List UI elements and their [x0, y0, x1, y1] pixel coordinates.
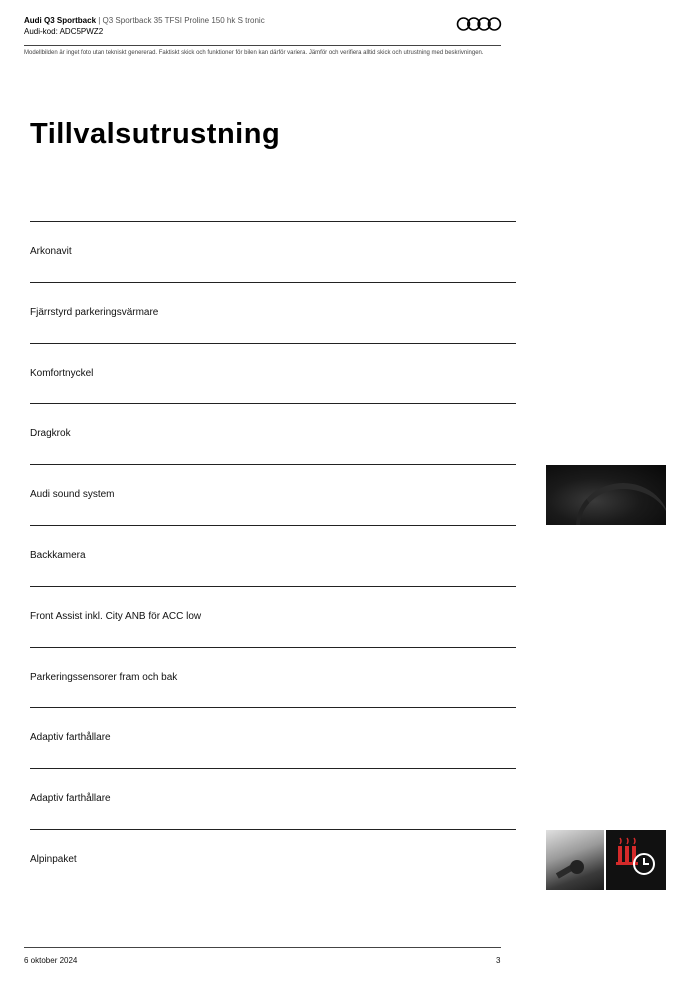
item-divider	[30, 221, 516, 222]
item-divider	[30, 282, 516, 283]
page-number: 3	[496, 956, 501, 965]
header-model	[24, 16, 265, 25]
item-divider	[30, 464, 516, 465]
item-divider	[30, 647, 516, 648]
equipment-item: Parkeringssensorer fram och bak	[30, 672, 178, 683]
page-title: Tillvalsutrustning	[30, 118, 281, 150]
audi-rings-logo	[456, 16, 502, 32]
item-divider	[30, 343, 516, 344]
footer-date: 6 oktober 2024	[24, 956, 78, 965]
item-divider	[30, 403, 516, 404]
disclaimer-text: Modellbilden är inget foto utan tekniskt genererad. Faktiskt skick och funktioner för bilen kan därför variera. Jämför och verifiera alltid skick och utrustning med beskrivningen.	[24, 50, 484, 56]
equipment-item: Fjärrstyrd parkeringsvärmare	[30, 307, 159, 318]
equipment-item: Adaptiv farthållare	[30, 732, 111, 743]
tow-hitch-thumbnail	[546, 830, 604, 890]
equipment-item: Backkamera	[30, 550, 86, 561]
equipment-item: Arkonavit	[30, 246, 72, 257]
equipment-item: Alpinpaket	[30, 854, 77, 865]
equipment-item: Komfortnyckel	[30, 368, 94, 379]
equipment-item: Dragkrok	[30, 428, 71, 439]
footer-divider	[24, 947, 501, 948]
sound-system-thumbnail	[546, 465, 666, 525]
item-divider	[30, 768, 516, 769]
parking-heater-thumbnail	[606, 830, 666, 890]
equipment-item: Adaptiv farthållare	[30, 793, 111, 804]
header-audi-code: Audi-kod: ADC5PWZ2	[24, 27, 104, 36]
item-divider	[30, 525, 516, 526]
item-divider	[30, 829, 516, 830]
header-model-detail: | Q3 Sportback 35 TFSI Proline 150 hk S tronic	[96, 16, 265, 25]
equipment-item: Front Assist inkl. City ANB för ACC low	[30, 611, 202, 622]
header-model-name: Audi Q3 Sportback	[24, 16, 97, 25]
equipment-item: Audi sound system	[30, 489, 115, 500]
item-divider	[30, 707, 516, 708]
item-divider	[30, 586, 516, 587]
header-divider	[24, 45, 501, 46]
parking-heater-icon	[606, 830, 666, 890]
